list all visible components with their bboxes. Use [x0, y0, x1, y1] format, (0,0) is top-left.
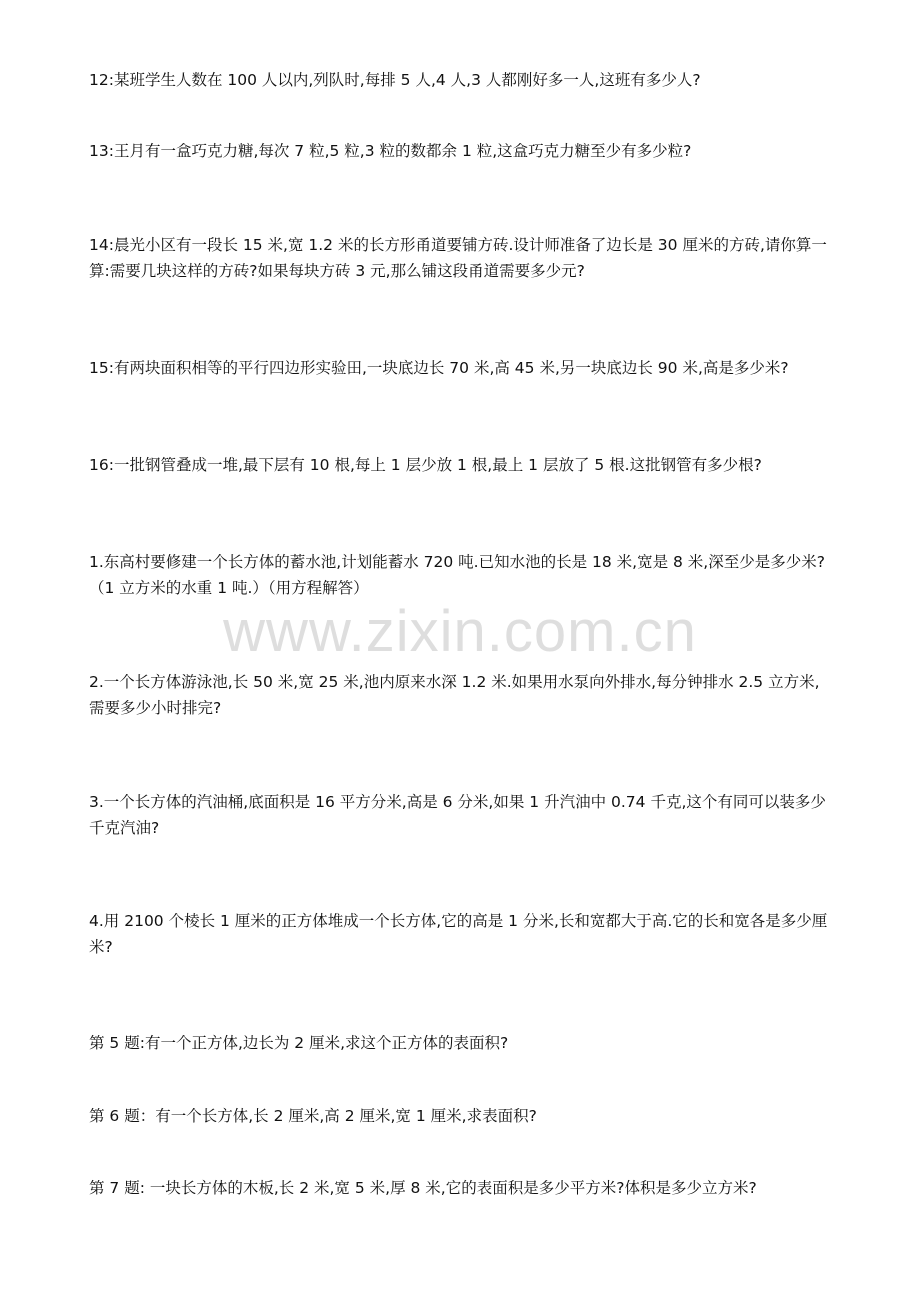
- problem-14: 14:晨光小区有一段长 15 米,宽 1.2 米的长方形甬道要铺方砖.设计师准备了边长是 30 厘米的方砖,请你算一算:需要几块这样的方砖?如果每块方砖 3 元,那么铺这段甬道需要多少元?: [89, 236, 827, 280]
- problem-13: 13:王月有一盒巧克力糖,每次 7 粒,5 粒,3 粒的数都余 1 粒,这盒巧克力糖至少有多少粒?: [89, 142, 692, 160]
- problem-16: 16:一批钢管叠成一堆,最下层有 10 根,每上 1 层少放 1 根,最上 1 层放了 5 根.这批钢管有多少根?: [89, 456, 762, 474]
- problem-4: 4.用 2100 个棱长 1 厘米的正方体堆成一个长方体,它的高是 1 分米,长和宽都大于高.它的长和宽各是多少厘米?: [89, 912, 828, 956]
- problem-12: 12:某班学生人数在 100 人以内,列队时,每排 5 人,4 人,3 人都刚好多一人,这班有多少人?: [89, 71, 701, 89]
- problem-7: 第 7 题: 一块长方体的木板,长 2 米,宽 5 米,厚 8 米,它的表面积是多少平方米?体积是多少立方米?: [89, 1179, 757, 1197]
- problem-5: 第 5 题:有一个正方体,边长为 2 厘米,求这个正方体的表面积?: [89, 1034, 509, 1052]
- problem-15: 15:有两块面积相等的平行四边形实验田,一块底边长 70 米,高 45 米,另一块底边长 90 米,高是多少米?: [89, 359, 789, 377]
- problem-1: 1.东高村要修建一个长方体的蓄水池,计划能蓄水 720 吨.已知水池的长是 18 米,宽是 8 米,深至少是多少米?（1 立方米的水重 1 吨.）（用方程解答）: [89, 553, 825, 597]
- problem-6: 第 6 题：有一个长方体,长 2 厘米,高 2 厘米,宽 1 厘米,求表面积?: [89, 1107, 537, 1125]
- watermark: www.zixin.com.cn: [223, 599, 697, 664]
- problem-2: 2.一个长方体游泳池,长 50 米,宽 25 米,池内原来水深 1.2 米.如果用水泵向外排水,每分钟排水 2.5 立方米,需要多少小时排完?: [89, 673, 820, 717]
- problem-3: 3.一个长方体的汽油桶,底面积是 16 平方分米,高是 6 分米,如果 1 升汽油中 0.74 千克,这个有同可以装多少千克汽油?: [89, 793, 826, 837]
